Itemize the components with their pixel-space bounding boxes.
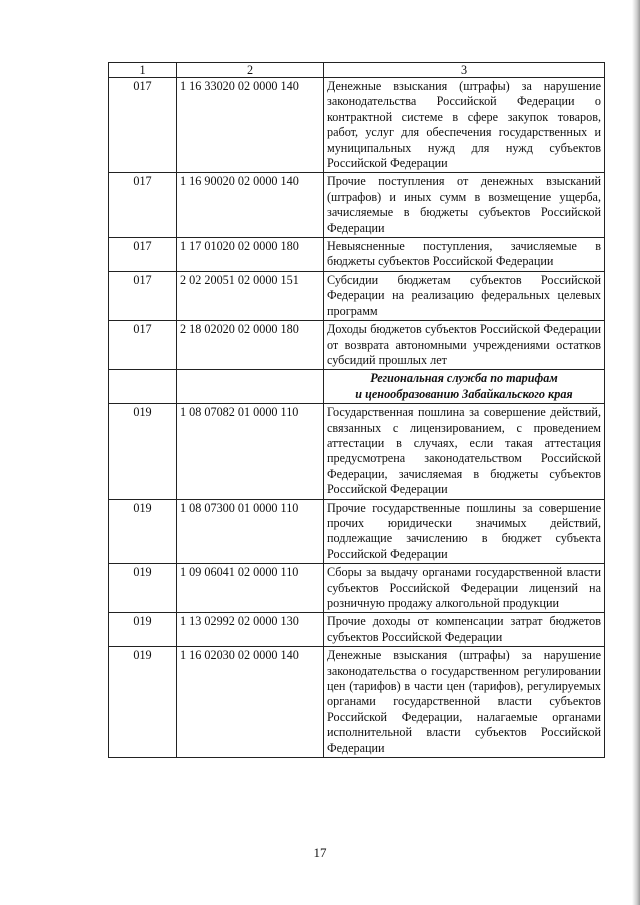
revenue-code-cell: 1 16 02030 02 0000 140 xyxy=(177,647,324,758)
description-cell: Субсидии бюджетам субъектов Российской Федерации на реализацию федеральных целевых программ xyxy=(324,271,605,320)
table-row xyxy=(109,173,605,238)
page-edge-shadow xyxy=(632,0,640,905)
header-row xyxy=(109,63,605,78)
revenue-codes-table xyxy=(108,62,605,758)
description-cell: Невыясненные поступления, зачисляемые в бюджеты субъектов Российской Федерации xyxy=(324,238,605,272)
admin-code-cell: 019 xyxy=(109,647,177,758)
table-row xyxy=(109,78,605,173)
revenue-code-cell: 1 08 07082 01 0000 110 xyxy=(177,404,324,499)
table-row xyxy=(109,613,605,647)
admin-code-cell: 017 xyxy=(109,78,177,173)
column-header-2: 2 xyxy=(177,63,324,78)
description-cell: Сборы за выдачу органами государственной власти субъектов Российской Федерации лицензий на розничную продажу алкогольной продукции xyxy=(324,564,605,613)
table-row xyxy=(109,321,605,370)
description-cell: Денежные взыскания (штрафы) за нарушение законодательства о государственном регулировании цен (тарифов) в части цен (тарифов), регулируемых органами государственной власти субъектов Российской Федерации, налагаемые органами исполнительной власти субъектов Российской Федерации xyxy=(324,647,605,758)
description-cell: Денежные взыскания (штрафы) за нарушение законодательства Российской Федерации о контрактной системе в сфере закупок товаров, работ, услуг для обеспечения государственных и муниципальных нужд для нужд субъектов Российской Федерации xyxy=(324,78,605,173)
revenue-code-cell: 1 13 02992 02 0000 130 xyxy=(177,613,324,647)
empty-cell xyxy=(109,370,177,404)
table-row xyxy=(109,271,605,320)
revenue-code-cell: 1 09 06041 02 0000 110 xyxy=(177,564,324,613)
admin-code-cell: 017 xyxy=(109,321,177,370)
revenue-code-cell: 1 16 33020 02 0000 140 xyxy=(177,78,324,173)
revenue-code-cell: 1 16 90020 02 0000 140 xyxy=(177,173,324,238)
description-cell: Прочие доходы от компенсации затрат бюджетов субъектов Российской Федерации xyxy=(324,613,605,647)
admin-code-cell: 019 xyxy=(109,613,177,647)
description-cell: Государственная пошлина за совершение действий, связанных с лицензированием, с проведением аттестации в случаях, если такая аттестация предусмотрена законодательством Российской Федерации, зачисляемая в бюджеты субъектов Российской Федерации xyxy=(324,404,605,499)
revenue-code-cell: 1 17 01020 02 0000 180 xyxy=(177,238,324,272)
empty-cell xyxy=(177,370,324,404)
section-title-line: Региональная служба по тарифам xyxy=(370,371,558,386)
revenue-code-cell: 2 02 20051 02 0000 151 xyxy=(177,271,324,320)
revenue-code-cell: 2 18 02020 02 0000 180 xyxy=(177,321,324,370)
admin-code-cell: 019 xyxy=(109,564,177,613)
admin-code-cell: 017 xyxy=(109,271,177,320)
description-cell: Доходы бюджетов субъектов Российской Федерации от возврата автономными учреждениями остатков субсидий прошлых лет xyxy=(324,321,605,370)
table-row xyxy=(109,647,605,758)
section-title xyxy=(324,370,605,404)
admin-code-cell: 017 xyxy=(109,173,177,238)
column-header-1: 1 xyxy=(109,63,177,78)
section-header-row xyxy=(109,370,605,404)
admin-code-cell: 019 xyxy=(109,404,177,499)
table-row xyxy=(109,404,605,499)
page-number: 17 xyxy=(313,845,327,860)
section-title-line: и ценообразованию Забайкальского края xyxy=(355,386,573,401)
admin-code-cell: 017 xyxy=(109,238,177,272)
column-header-3: 3 xyxy=(324,63,605,78)
table-row xyxy=(109,499,605,564)
description-cell: Прочие государственные пошлины за совершение прочих юридически значимых действий, подлежащие зачислению в бюджет субъекта Российской Федерации xyxy=(324,499,605,564)
revenue-code-cell: 1 08 07300 01 0000 110 xyxy=(177,499,324,564)
admin-code-cell: 019 xyxy=(109,499,177,564)
table-row xyxy=(109,564,605,613)
table-row xyxy=(109,238,605,272)
description-cell: Прочие поступления от денежных взысканий (штрафов) и иных сумм в возмещение ущерба, зачисляемые в бюджеты субъектов Российской Федерации xyxy=(324,173,605,238)
